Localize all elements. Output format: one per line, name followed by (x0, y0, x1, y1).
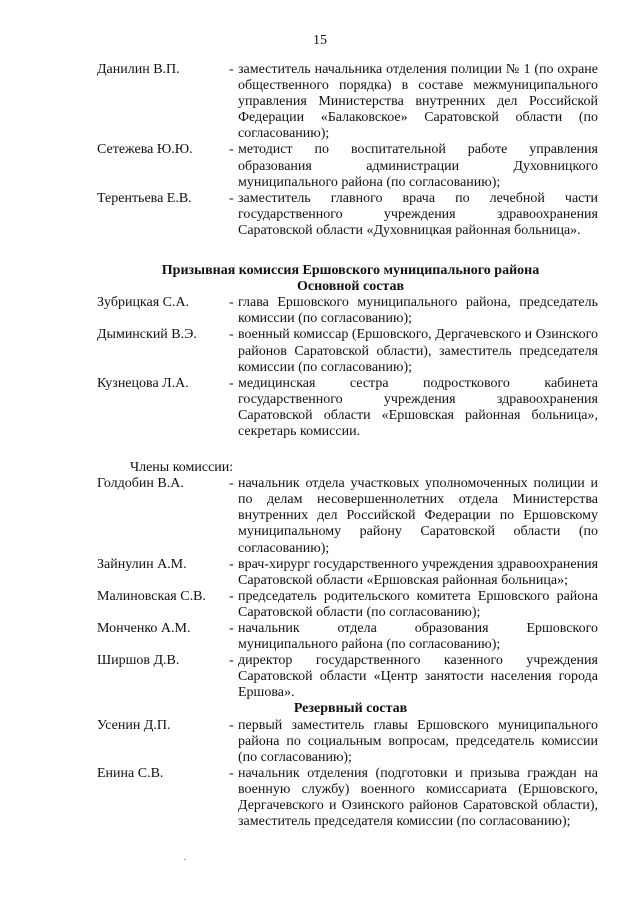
entry-desc: - методист по воспитательной работе управления образования администрации Духовницкого муниципального района (по согласованию); (229, 142, 598, 190)
entry-name: Зубрицкая С.А. (97, 295, 190, 311)
entry-row (97, 191, 598, 239)
main-composition-heading: Основной состав (296, 279, 405, 295)
entry-row (97, 621, 598, 653)
entry-name: Сетежева Ю.Ю. (97, 142, 193, 158)
entry-desc-text: начальник отдела участковых уполномоченных полиции и по делам несовершеннолетних отдела Министерства внутренних дел Российской Федерации по Ершовскому муниципальному району Саратовской области (по согласованию); (238, 476, 598, 556)
entry-row (97, 376, 598, 440)
entry-desc-text: первый заместитель главы Ершовского муниципального района по социальным вопросам, председатель комиссии (по согласованию); (238, 717, 598, 765)
entry-row (97, 766, 598, 830)
entry-desc: - начальник отделения (подготовки и призыва граждан на военную службу) военного комиссариата (Ершовского, Дергачевского и Озинского районов Саратовской области), заместитель председателя комиссии (по согласованию); (229, 765, 598, 830)
entry-desc: - заместитель начальника отделения полиции № 1 (по охране общественного порядка) в составе межмуниципального управления Министерства внутренних дел Российской Федерации «Балаковское» Саратовской области (по согласованию); (229, 62, 598, 142)
entry-desc-text: председатель родительского комитета Ершовского района Саратовской области (по согласованию); (238, 588, 598, 620)
entry-desc-text: методист по воспитательной работе управления образования администрации Духовницкого муниципального района (по согласованию); (238, 142, 598, 190)
entry-desc-text: директор государственного казенного учреждения Саратовской области «Центр занятости населения города Ершова». (238, 653, 598, 701)
entry-name: Данилин В.П. (97, 62, 180, 77)
entry-desc-text: заместитель главного врача по лечебной части государственного учреждения здравоохранения Саратовской области «Духовницкая районная больница». (238, 190, 598, 238)
entry-desc: - начальник отдела участковых уполномоченных полиции и по делам несовершеннолетних отдела Министерства внутренних дел Российской Федерации по Ершовскому муниципальному району Саратовской области (по согласованию); (229, 476, 598, 556)
entry-row (97, 142, 598, 190)
entry-name: Енина С.В. (97, 765, 164, 781)
entry-desc: - врач-хирург государственного учреждения здравоохранения Саратовской области «Ершовская районная больница»; (229, 556, 599, 588)
members-heading: Члены комиссии: (130, 460, 234, 476)
entry-desc: - начальник отдела образования Ершовского муниципального района (по согласованию); (229, 621, 598, 653)
entry-desc-text: глава Ершовского муниципального района, председатель комиссии (по согласованию); (238, 295, 598, 327)
scan-speck: · (183, 855, 187, 866)
entry-name: Дыминский В.Э. (97, 327, 197, 343)
entry-desc: - медицинская сестра подросткового кабинета государственного учреждения здравоохранения Саратовской области «Ершовская районная больница», секретарь комиссии. (229, 375, 598, 439)
entry-desc: - первый заместитель главы Ершовского муниципального района по социальным вопросам, председатель комиссии (по согласованию); (229, 717, 598, 765)
entry-row (97, 476, 598, 556)
entry-desc-text: врач-хирург государственного учреждения здравоохранения Саратовской области «Ершовская районная больница»; (238, 556, 599, 588)
top-entries (97, 62, 598, 239)
entry-desc-text: начальник отделения (подготовки и призыва граждан на военную службу) военного комиссариата (Ершовского, Дергачевского и Озинского районов Саратовской области), заместитель председателя комиссии (по согласованию); (238, 765, 598, 830)
entry-row (97, 62, 598, 142)
entry-desc: - глава Ершовского муниципального района, председатель комиссии (по согласованию); (229, 295, 598, 327)
entry-desc-text: начальник отдела образования Ершовского муниципального района (по согласованию); (238, 621, 598, 653)
entry-row (97, 327, 598, 375)
entry-row (97, 557, 598, 589)
entry-name: Зайнулин А.М. (97, 556, 187, 572)
reserve-entries (97, 718, 598, 831)
entry-name: Кузнецова Л.А. (97, 375, 189, 391)
entry-row (97, 718, 598, 766)
entry-row (97, 589, 598, 621)
entry-desc: - председатель родительского комитета Ершовского района Саратовской области (по согласованию); (229, 588, 598, 620)
entry-name: Ширшов Д.В. (97, 653, 180, 669)
entry-name: Малиновская С.В. (97, 588, 206, 604)
entry-desc: - директор государственного казенного учреждения Саратовской области «Центр занятости населения города Ершова». (229, 653, 598, 701)
document-body (97, 62, 598, 830)
reserve-composition-heading: Резервный состав (293, 701, 408, 717)
entry-name: Голдобин В.А. (97, 476, 184, 492)
entry-name: Терентьева Е.В. (97, 190, 192, 206)
entry-name: Усенин Д.П. (97, 717, 171, 733)
entry-desc-text: заместитель начальника отделения полиции № 1 (по охране общественного порядка) в составе межмуниципального управления Министерства внутренних дел Российской Федерации «Балаковское» Саратовской области (по согласованию); (238, 62, 598, 142)
entry-desc: - военный комиссар (Ершовского, Дергачевского и Озинского районов Саратовской области), заместитель председателя комиссии (по согласованию); (229, 327, 598, 375)
commission-title: Призывная комиссия Ершовского муниципального района (161, 263, 540, 279)
entry-name: Монченко А.М. (97, 621, 191, 636)
entry-row (97, 653, 598, 701)
entry-desc-text: военный комиссар (Ершовского, Дергачевского и Озинского районов Саратовской области), заместитель председателя комиссии (по согласованию); (238, 327, 598, 375)
entry-desc: - заместитель главного врача по лечебной части государственного учреждения здравоохранения Саратовской области «Духовницкая районная больница». (229, 190, 598, 238)
entry-desc-text: медицинская сестра подросткового кабинета государственного учреждения здравоохранения Саратовской области «Ершовская районная больница», секретарь комиссии. (238, 375, 598, 439)
main-entries (97, 295, 598, 440)
page-number: 15 (313, 33, 327, 48)
entry-row (97, 295, 598, 327)
member-entries (97, 476, 598, 701)
